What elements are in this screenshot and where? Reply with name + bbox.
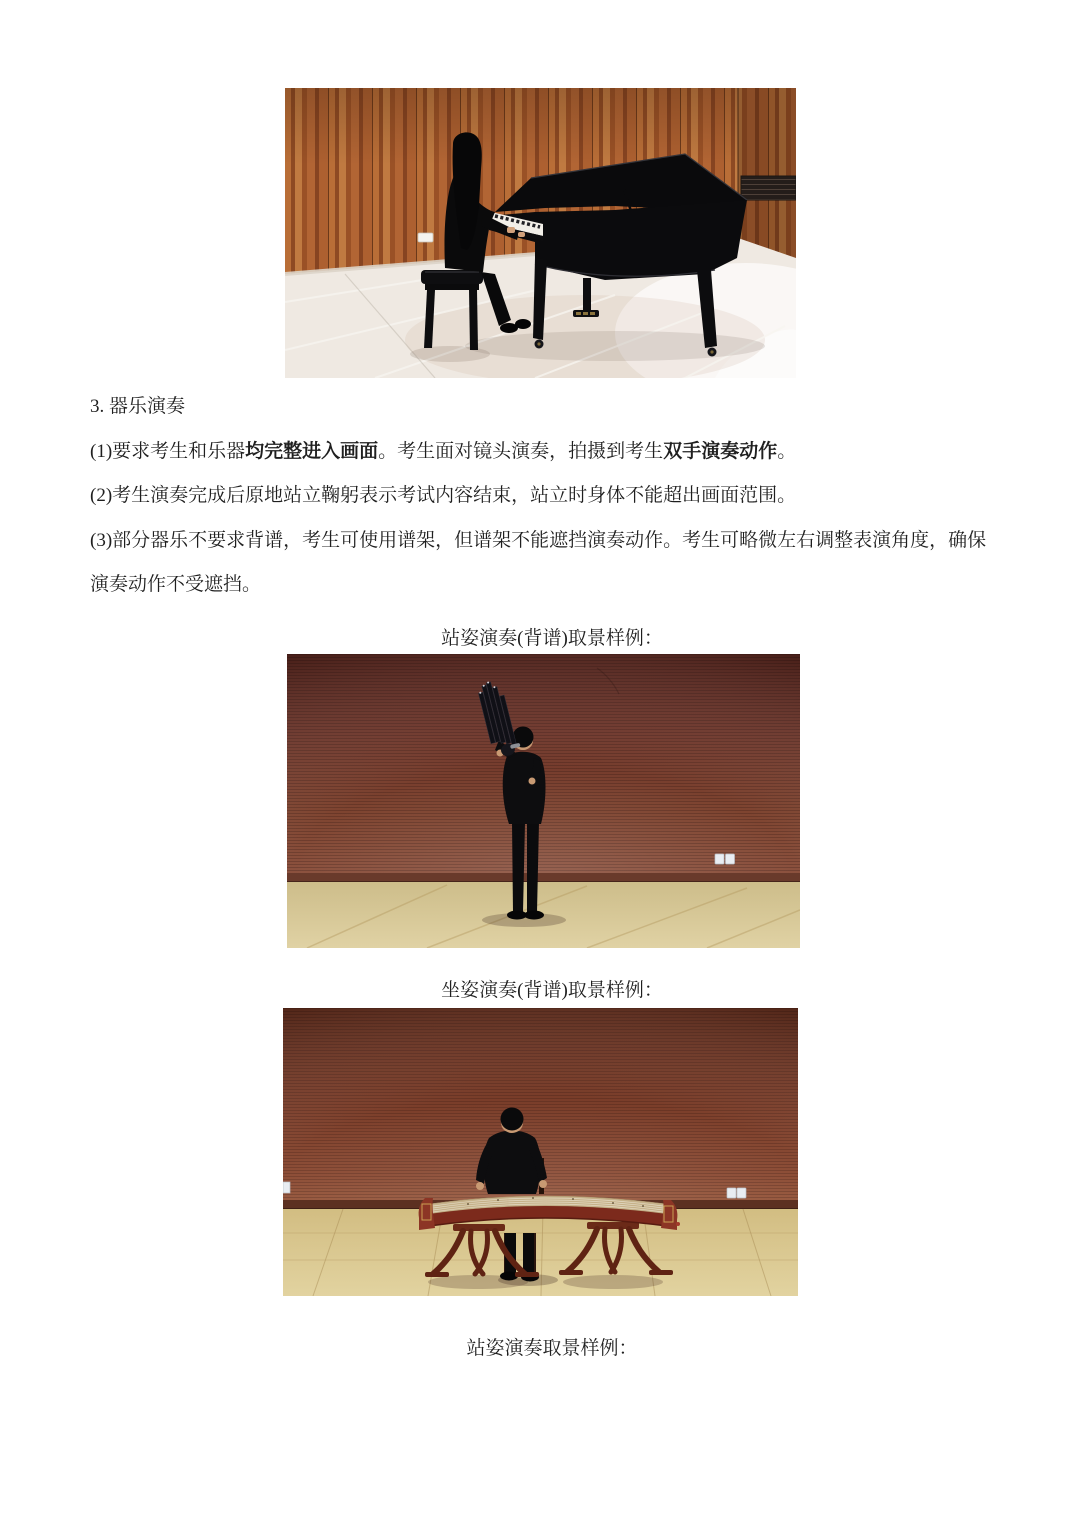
- photo-sheng-standing: [287, 654, 800, 948]
- baseboard: [287, 873, 800, 882]
- paragraph-3-line-2: 演奏动作不受遮挡。: [90, 574, 262, 596]
- guzheng-photo-illustration: [283, 1008, 798, 1296]
- piano-shadow: [465, 331, 765, 361]
- wall-outlet-left: [283, 1182, 290, 1193]
- bench-shadow: [410, 346, 490, 362]
- piano-photo-illustration: [285, 88, 796, 378]
- section-heading: 3. 器乐演奏: [90, 396, 186, 417]
- paragraph-1-seg-1-bold: 均完整进入画面: [245, 440, 379, 462]
- paragraph-1-seg-0: (1)要求考生和乐器: [90, 440, 246, 462]
- sheng-photo-illustration: [287, 654, 800, 948]
- stand-shadow-right: [563, 1275, 663, 1289]
- paragraph-1-seg-3-bold: 双手演奏动作: [663, 440, 778, 462]
- body-text: [90, 385, 992, 608]
- paragraph-1-seg-4: 。: [777, 440, 797, 462]
- paragraph-2: (2)考生演奏完成后原地站立鞠躬表示考试内容结束，站立时身体不能超出画面范围。: [90, 485, 797, 507]
- paragraph-1-seg-2: 。考生面对镜头演奏，拍摄到考生: [378, 440, 664, 462]
- caption-standing: 站姿演奏取景样例：: [466, 1338, 638, 1359]
- photo-guzheng-seated: [283, 1008, 798, 1296]
- wall-outlet: [418, 233, 433, 242]
- photo-piano: [285, 88, 796, 378]
- wall-vent-grille: [741, 176, 796, 200]
- caption-standing-memorized: 站姿演奏(背谱)取景样例：: [441, 628, 663, 649]
- paragraph-3-line-1: (3)部分器乐不要求背谱，考生可使用谱架，但谱架不能遮挡演奏动作。考生可略微左右调整表演角度，确保: [90, 529, 987, 551]
- caption-seated-memorized: 坐姿演奏(背谱)取景样例：: [441, 980, 663, 1001]
- paragraph-1: [90, 430, 992, 475]
